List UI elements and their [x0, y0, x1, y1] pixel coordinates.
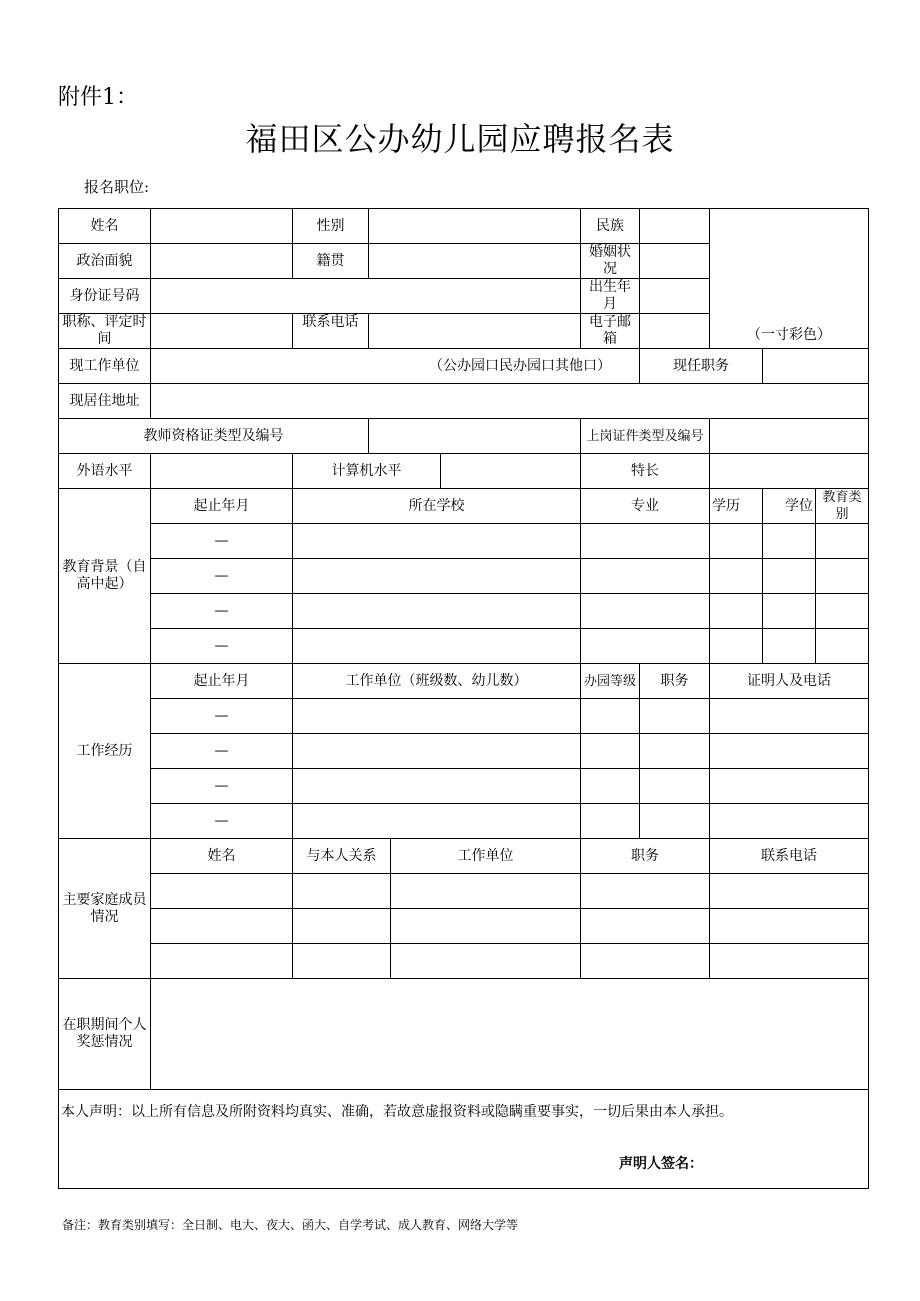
declaration-box: [59, 1090, 869, 1189]
birth-field[interactable]: [640, 279, 710, 314]
work-period[interactable]: —: [151, 769, 293, 804]
post-cert-field[interactable]: [710, 419, 869, 454]
education-category[interactable]: [816, 594, 869, 629]
specialty-field[interactable]: [710, 454, 869, 489]
form-title: 福田区公办幼儿园应聘报名表: [245, 120, 675, 158]
family-post[interactable]: [581, 874, 710, 909]
family-header-name: 姓名: [151, 839, 293, 874]
photo-label: （一寸彩色）: [747, 327, 832, 343]
political-field[interactable]: [151, 244, 293, 279]
work-post[interactable]: [640, 699, 710, 734]
row-address: [59, 384, 869, 419]
work-period[interactable]: —: [151, 699, 293, 734]
row-workplace: [59, 349, 869, 384]
awards-field[interactable]: [151, 979, 869, 1090]
education-period[interactable]: —: [151, 594, 293, 629]
work-reference[interactable]: [710, 804, 869, 839]
family-relation[interactable]: [293, 944, 391, 979]
email-field[interactable]: [640, 314, 710, 349]
education-category[interactable]: [816, 559, 869, 594]
row-declaration: [59, 1090, 869, 1189]
email-label: 电子邮箱: [581, 314, 640, 349]
education-major[interactable]: [581, 559, 710, 594]
family-name[interactable]: [151, 874, 293, 909]
family-relation[interactable]: [293, 909, 391, 944]
education-degree[interactable]: [763, 559, 816, 594]
row-awards: [59, 979, 869, 1090]
workplace-field[interactable]: [151, 349, 640, 384]
education-degree[interactable]: [763, 629, 816, 664]
work-post[interactable]: [640, 804, 710, 839]
gender-field[interactable]: [369, 209, 581, 244]
work-header-row: [59, 664, 869, 699]
family-phone[interactable]: [710, 944, 869, 979]
education-row: [59, 524, 869, 559]
education-category[interactable]: [816, 524, 869, 559]
education-header-period: 起止年月: [151, 489, 293, 524]
marital-field[interactable]: [640, 244, 710, 279]
application-form-table: [58, 208, 869, 1189]
computer-label: 计算机水平: [293, 454, 441, 489]
education-header-row: [59, 489, 869, 524]
post-cert-label: 上岗证件类型及编号: [581, 419, 710, 454]
work-grade[interactable]: [581, 699, 640, 734]
family-post[interactable]: [581, 909, 710, 944]
family-phone[interactable]: [710, 909, 869, 944]
work-reference[interactable]: [710, 769, 869, 804]
footnote: 备注：教育类别填写：全日制、电大、夜大、函大、自学考试、成人教育、网络大学等: [62, 1218, 519, 1232]
family-unit[interactable]: [391, 909, 581, 944]
education-header-school: 所在学校: [293, 489, 581, 524]
education-row: [59, 594, 869, 629]
work-reference[interactable]: [710, 699, 869, 734]
family-header-phone: 联系电话: [710, 839, 869, 874]
address-field[interactable]: [151, 384, 869, 419]
family-post[interactable]: [581, 944, 710, 979]
education-header-degree: 学位: [763, 489, 816, 524]
education-major[interactable]: [581, 524, 710, 559]
family-header-post: 职务: [581, 839, 710, 874]
education-header-category: 教育类别: [816, 489, 869, 524]
marital-label: 婚姻状况: [581, 244, 640, 279]
current-post-field[interactable]: [763, 349, 869, 384]
family-row: [59, 944, 869, 979]
education-school[interactable]: [293, 594, 581, 629]
title-field[interactable]: [151, 314, 293, 349]
family-header-relation: 与本人关系: [293, 839, 391, 874]
phone-field[interactable]: [369, 314, 581, 349]
education-row: [59, 629, 869, 664]
work-reference[interactable]: [710, 734, 869, 769]
education-period[interactable]: —: [151, 559, 293, 594]
work-section-label: 工作经历: [59, 664, 151, 839]
awards-label: 在职期间个人奖惩情况: [59, 979, 151, 1090]
work-header-grade: 办园等级: [581, 664, 640, 699]
position-row: [84, 176, 354, 197]
education-period[interactable]: —: [151, 629, 293, 664]
native-field[interactable]: [369, 244, 581, 279]
education-section-label: 教育背景（自高中起）: [59, 489, 151, 664]
teacher-cert-label: 教师资格证类型及编号: [59, 419, 369, 454]
workplace-label: 现工作单位: [59, 349, 151, 384]
work-header-reference: 证明人及电话: [710, 664, 869, 699]
language-field[interactable]: [151, 454, 293, 489]
education-category[interactable]: [816, 629, 869, 664]
row-skills: [59, 454, 869, 489]
education-school[interactable]: [293, 524, 581, 559]
work-unit[interactable]: [293, 804, 581, 839]
id-field[interactable]: [151, 279, 581, 314]
family-header-row: [59, 839, 869, 874]
education-major[interactable]: [581, 594, 710, 629]
workplace-type-options[interactable]: （公办园口民办园口其他口）: [429, 357, 612, 374]
work-post[interactable]: [640, 734, 710, 769]
family-unit[interactable]: [391, 874, 581, 909]
work-unit[interactable]: [293, 734, 581, 769]
declaration-text: 本人声明：以上所有信息及所附资料均真实、准确，若故意虚报资料或隐瞒重要事实，一切后果由本人承担。: [61, 1104, 733, 1120]
education-major[interactable]: [581, 629, 710, 664]
education-row: [59, 559, 869, 594]
education-degree[interactable]: [763, 594, 816, 629]
address-label: 现居住地址: [59, 384, 151, 419]
work-row: [59, 769, 869, 804]
computer-field[interactable]: [441, 454, 581, 489]
family-unit[interactable]: [391, 944, 581, 979]
current-post-label: 现任职务: [640, 349, 763, 384]
work-period[interactable]: —: [151, 804, 293, 839]
native-label: 籍贯: [293, 244, 369, 279]
language-label: 外语水平: [59, 454, 151, 489]
ethnicity-field[interactable]: [640, 209, 710, 244]
family-phone[interactable]: [710, 874, 869, 909]
political-label: 政治面貌: [59, 244, 151, 279]
education-header-major: 专业: [581, 489, 710, 524]
work-grade[interactable]: [581, 804, 640, 839]
work-header-post: 职务: [640, 664, 710, 699]
position-label: 报名职位:: [84, 178, 150, 196]
family-section-label: 主要家庭成员情况: [59, 839, 151, 979]
teacher-cert-field[interactable]: [369, 419, 581, 454]
work-unit[interactable]: [293, 699, 581, 734]
family-name[interactable]: [151, 909, 293, 944]
work-row: [59, 699, 869, 734]
education-record[interactable]: [710, 594, 763, 629]
education-school[interactable]: [293, 629, 581, 664]
work-row: [59, 804, 869, 839]
work-unit[interactable]: [293, 769, 581, 804]
signature-label[interactable]: 声明人签名：: [619, 1156, 703, 1172]
work-post[interactable]: [640, 769, 710, 804]
family-header-unit: 工作单位: [391, 839, 581, 874]
education-school[interactable]: [293, 559, 581, 594]
family-row: [59, 874, 869, 909]
work-header-unit: 工作单位（班级数、幼儿数）: [293, 664, 581, 699]
family-row: [59, 909, 869, 944]
annex-label: 附件1：: [58, 85, 138, 110]
education-record[interactable]: [710, 629, 763, 664]
work-period[interactable]: —: [151, 734, 293, 769]
ethnicity-label: 民族: [581, 209, 640, 244]
id-label: 身份证号码: [59, 279, 151, 314]
family-relation[interactable]: [293, 874, 391, 909]
phone-label: 联系电话: [293, 314, 369, 349]
row-name: [59, 209, 869, 244]
education-period[interactable]: —: [151, 524, 293, 559]
work-grade[interactable]: [581, 734, 640, 769]
title-label: 职称、评定时间: [59, 314, 151, 349]
photo-box[interactable]: [710, 209, 869, 349]
work-grade[interactable]: [581, 769, 640, 804]
specialty-label: 特长: [581, 454, 710, 489]
row-certificates: [59, 419, 869, 454]
birth-label: 出生年月: [581, 279, 640, 314]
education-header-record: 学历: [710, 489, 763, 524]
name-field[interactable]: [151, 209, 293, 244]
gender-label: 性别: [293, 209, 369, 244]
education-record[interactable]: [710, 524, 763, 559]
education-degree[interactable]: [763, 524, 816, 559]
work-row: [59, 734, 869, 769]
name-label: 姓名: [59, 209, 151, 244]
work-header-period: 起止年月: [151, 664, 293, 699]
education-record[interactable]: [710, 559, 763, 594]
family-name[interactable]: [151, 944, 293, 979]
